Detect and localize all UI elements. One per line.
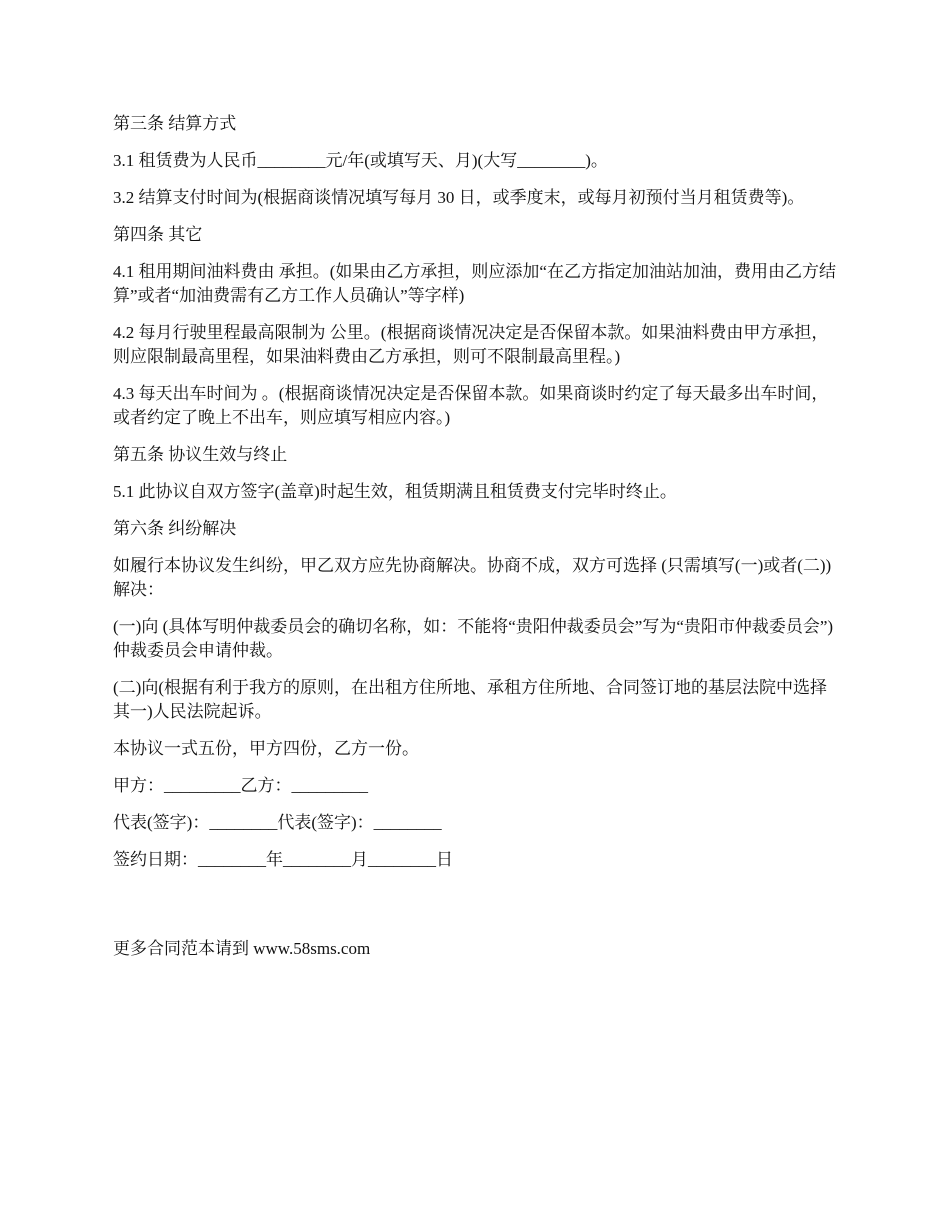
representative-signature-line: 代表(签字)：________代表(签字)：________ <box>113 813 442 832</box>
section-heading-5: 第五条 协议生效与终止 <box>113 445 288 464</box>
clause-4-2: 4.2 每月行驶里程最高限制为 公里。(根据商谈情况决定是否保留本款。如果油料费由甲方承担，则应限制最高里程，如果油料费由乙方承担，则可不限制最高里程。) <box>113 323 829 366</box>
copies-statement: 本协议一式五份，甲方四份，乙方一份。 <box>113 739 419 758</box>
section-heading-4: 第四条 其它 <box>113 225 203 244</box>
section-heading-6: 第六条 纠纷解决 <box>113 519 237 538</box>
footer-spacer <box>113 885 843 937</box>
footer-link-text: 更多合同范本请到 www.58sms.com <box>113 939 371 958</box>
dispute-option-1: (一)向 (具体写明仲裁委员会的确切名称，如：不能将“贵阳仲裁委员会”写为“贵阳市仲裁委员会”)仲裁委员会申请仲裁。 <box>113 617 834 660</box>
clause-4-3: 4.3 每天出车时间为 。(根据商谈情况决定是否保留本款。如果商谈时约定了每天最多出车时间，或者约定了晚上不出车，则应填写相应内容。) <box>113 384 829 427</box>
clause-3-1: 3.1 租赁费为人民币________元/年(或填写天、月)(大写________)。 <box>113 151 608 170</box>
clause-4-1: 4.1 租用期间油料费由 承担。(如果由乙方承担，则应添加“在乙方指定加油站加油，费用由乙方结算”或者“加油费需有乙方工作人员确认”等字样) <box>113 262 836 305</box>
dispute-option-2: (二)向(根据有利于我方的原则，在出租方住所地、承租方住所地、合同签订地的基层法院中选择其一)人民法院起诉。 <box>113 678 827 721</box>
document-page <box>113 112 843 974</box>
parties-line: 甲方：_________乙方：_________ <box>113 776 368 795</box>
dispute-intro: 如履行本协议发生纠纷，甲乙双方应先协商解决。协商不成，双方可选择 (只需填写(一)或者(二))解决： <box>113 556 832 599</box>
clause-5-1: 5.1 此协议自双方签字(盖章)时起生效，租赁期满且租赁费支付完毕时终止。 <box>113 482 677 501</box>
clause-3-2: 3.2 结算支付时间为(根据商谈情况填写每月 30 日，或季度末，或每月初预付当月租赁费等)。 <box>113 188 805 207</box>
section-heading-3: 第三条 结算方式 <box>113 114 237 133</box>
signing-date-line: 签约日期：________年________月________日 <box>113 850 453 869</box>
